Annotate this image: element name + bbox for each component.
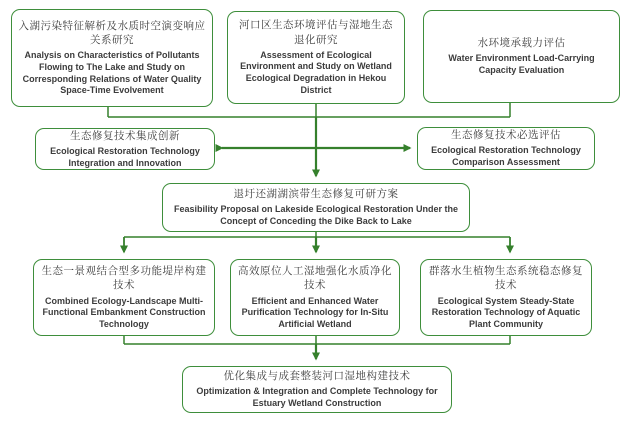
box-title-en: Efficient and Enhanced Water Purification Technology for In-Situ Artificial Wetland [241,295,389,330]
box-title-zh: 入湖污染特征解析及水质时空演变响应关系研究 [18,19,206,47]
box-technology-comparison [417,127,595,170]
box-title-zh: 退圩还湖湖滨带生态修复可研方案 [233,188,399,201]
box-wetland-purification [230,259,400,336]
box-pollutant-analysis [11,9,213,107]
box-title-en: Ecological System Steady-State Restoration Technology of Aquatic Plant Community [431,295,581,330]
box-title-en: Ecological Restoration Technology Comparison Assessment [431,145,581,168]
box-water-load-evaluation [423,10,620,103]
box-title-zh: 优化集成与成套整装河口湿地构建技术 [223,370,411,383]
box-feasibility-proposal [162,183,470,232]
box-title-zh: 群落水生植物生态系统稳态修复技术 [429,265,583,292]
box-title-zh: 河口区生态环境评估与湿地生态退化研究 [239,19,393,46]
box-title-en: Optimization & Integration and Complete Technology for Estuary Wetland Construction [196,386,438,409]
box-title-en: Feasibility Proposal on Lakeside Ecological Restoration Under the Concept of Conceding the Dike Back to Lake [173,204,459,227]
box-aquatic-plant-restoration [420,259,592,336]
box-title-zh: 生态一景观结合型多功能堤岸构建技术 [41,265,207,292]
box-title-en: Ecological Restoration Technology Integration and Innovation [50,145,200,168]
box-title-zh: 生态修复技术集成创新 [70,129,180,142]
box-ecological-assessment [227,11,405,104]
box-embankment-construction [33,259,215,336]
box-title-zh: 水环境承载力评估 [477,37,566,50]
box-title-zh: 生态修复技术必选评估 [451,129,561,142]
box-title-en: Combined Ecology-Landscape Multi-Functional Embankment Construction Technology [42,295,206,330]
box-estuary-wetland-construction [182,366,452,413]
box-title-en: Analysis on Characteristics of Pollutants Flowing to The Lake and Study on Corresponding Relations of Water Quality Space-Time Evolvement [22,50,202,96]
box-technology-integration [35,128,215,170]
box-title-en: Water Environment Load-Carrying Capacity Evaluation [448,53,595,76]
box-title-zh: 高效原位人工湿地强化水质净化技术 [238,265,392,292]
box-title-en: Assessment of Ecological Environment and Study on Wetland Ecological Degradation in Hekou District [240,49,392,95]
